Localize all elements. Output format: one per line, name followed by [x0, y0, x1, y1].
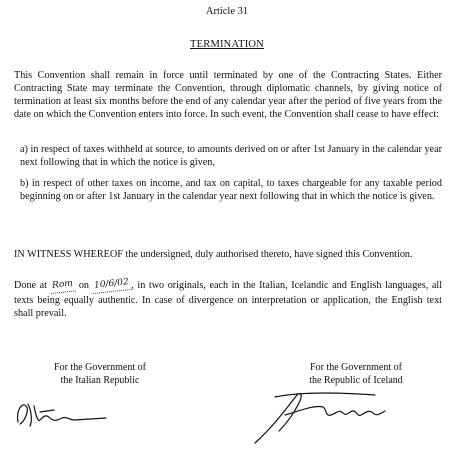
italy-signatory-line1: For the Government of	[54, 362, 146, 373]
italy-signatory-line2: the Italian Republic	[60, 374, 140, 386]
handwritten-date: 10/6/02	[91, 277, 131, 293]
section-heading: TERMINATION	[190, 39, 264, 50]
iceland-signatory-block	[256, 362, 454, 387]
item-a-paragraph: a) in respect of taxes withheld at source, to amounts derived on or after 1st January in the calendar year next following that in which the notice is given,	[20, 144, 442, 169]
done-paragraph: Done at Rom on 10/6/02 , in two originals, each in the Italian, Icelandic and English languages, all texts being equally authentic. In case of divergence on interpretation or application, the English text shall prevail.	[14, 277, 443, 319]
termination-paragraph: This Convention shall remain in force until terminated by one of the Contracting States. Either Contracting State may terminate the Convention, through diplomatic channels, by giving notice of termination at least six months before the end of any calendar year after the period of five years from the date on which the Convention enters into force. In such event, the Convention shall cease to have effect:	[14, 70, 442, 121]
iceland-signatory-line2: the Republic of Iceland	[309, 374, 403, 386]
iceland-signature	[245, 385, 395, 447]
article-number: Article 31	[205, 6, 249, 17]
italy-signatory-block	[0, 362, 200, 387]
handwritten-place: Rom	[49, 278, 75, 293]
done-rest: in two originals, each in the Italian, Icelandic and English languages, all texts being equally authentic. In case of divergence on interpretation or application, the English text shall prevail.	[14, 280, 443, 319]
italy-signature	[10, 392, 110, 432]
done-on: on	[78, 280, 90, 291]
witness-paragraph: IN WITNESS WHEREOF the undersigned, duly authorised thereto, have signed this Convention.	[14, 249, 413, 260]
iceland-signatory-line1: For the Government of	[310, 362, 402, 373]
item-b-paragraph: b) in respect of other taxes on income, and tax on capital, to taxes chargeable for any taxable period beginning on or after 1st January in the calendar year next following that in which the notice is given.	[20, 178, 442, 203]
done-prefix: Done at	[14, 280, 47, 291]
